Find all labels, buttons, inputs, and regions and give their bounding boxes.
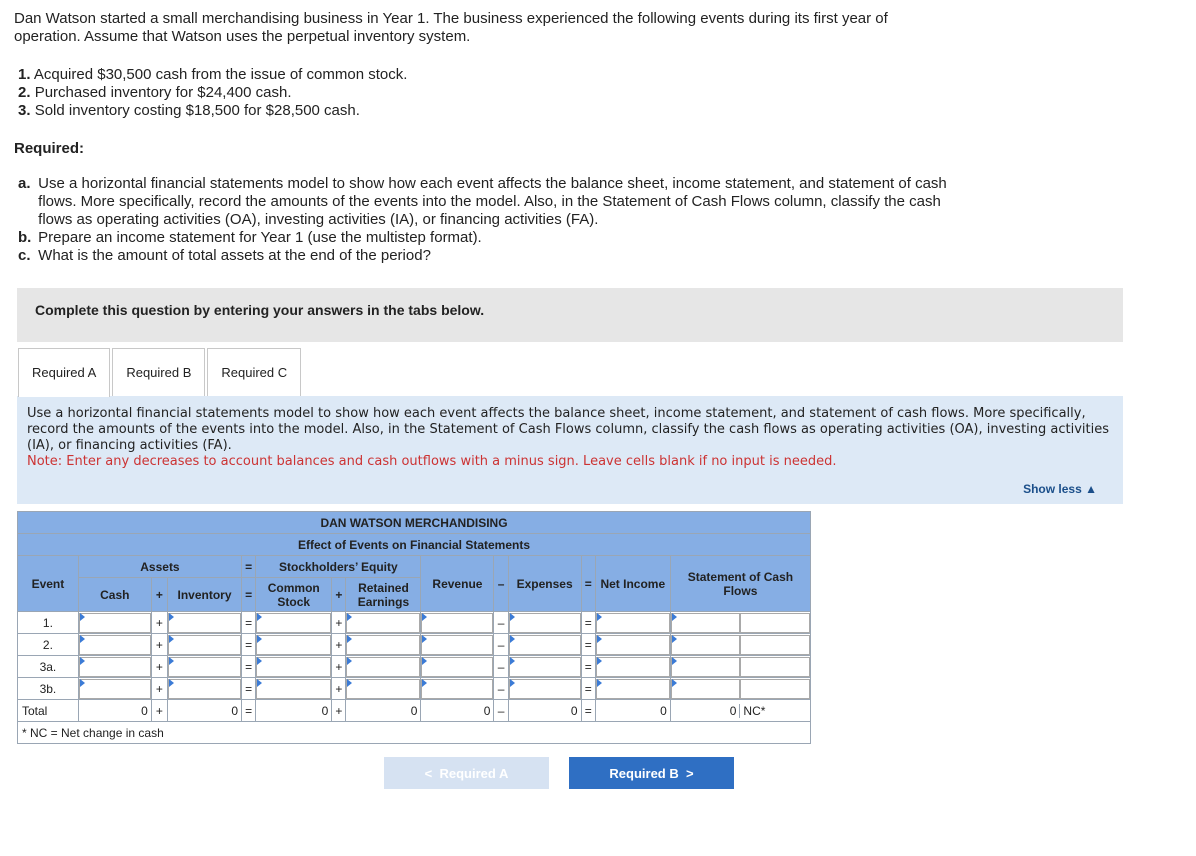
dropdown-flag-icon [672,635,677,643]
plus-sign: + [151,700,167,722]
chevron-right-icon: > [685,766,694,781]
minus-sign: – [494,612,508,634]
dropdown-flag-icon [672,657,677,665]
scf-header: Statement of Cash Flows [670,556,810,612]
equals-sign: = [581,678,595,700]
common-stock-input[interactable] [256,635,331,655]
inventory-header: Inventory [168,578,242,612]
total-scf-suffix: NC* [743,703,766,718]
inventory-input[interactable] [168,679,241,699]
revenue-input[interactable] [421,657,493,677]
assets-header: Assets [78,556,241,578]
financial-statements-model-table [17,511,811,744]
plus-sign: + [151,678,167,700]
dropdown-flag-icon [169,679,174,687]
inventory-input[interactable] [168,613,241,633]
scf-amount-input[interactable] [671,635,741,655]
cash-input[interactable] [79,657,151,677]
dropdown-flag-icon [257,679,262,687]
triangle-up-icon: ▲ [1085,482,1097,496]
requirement-item: b. Prepare an income statement for Year 1 (use the multistep format). [18,229,482,246]
plus-sign: + [332,578,346,612]
show-less-link[interactable]: Show less ▲ [1023,482,1097,496]
total-retained-earnings: 0 [346,700,421,722]
minus-sign: – [494,678,508,700]
dropdown-flag-icon [422,657,427,665]
net-income-header: Net Income [595,556,670,612]
expenses-input[interactable] [509,657,581,677]
dropdown-flag-icon [597,613,602,621]
total-common-stock: 0 [256,700,332,722]
scf-amount-input[interactable] [671,657,741,677]
dropdown-flag-icon [510,613,515,621]
event-label: 1. [18,612,79,634]
equals-sign: = [581,612,595,634]
dropdown-flag-icon [169,613,174,621]
common-stock-input[interactable] [256,657,331,677]
complete-prompt-banner: Complete this question by entering your answers in the tabs below. [17,288,1123,342]
equals-sign: = [242,612,256,634]
event-label: 3b. [18,678,79,700]
dropdown-flag-icon [672,679,677,687]
retained-earnings-input[interactable] [346,679,420,699]
table-row [18,634,811,656]
net-income-input[interactable] [596,635,670,655]
requirement-list [18,175,963,265]
cash-header: Cash [78,578,151,612]
scf-activity-input[interactable] [740,635,810,655]
equals-sign: = [242,578,256,612]
event-item: 3. Sold inventory costing $18,500 for $28,500 cash. [18,102,360,119]
inventory-input[interactable] [168,657,241,677]
equals-sign: = [242,634,256,656]
equals-sign: = [581,656,595,678]
common-stock-input[interactable] [256,613,331,633]
revenue-input[interactable] [421,613,493,633]
common-stock-input[interactable] [256,679,331,699]
revenue-input[interactable] [421,635,493,655]
equity-header: Stockholders’ Equity [256,556,421,578]
total-cash: 0 [78,700,151,722]
tab-required-a[interactable]: Required A [18,348,110,397]
dropdown-flag-icon [510,635,515,643]
dropdown-flag-icon [169,657,174,665]
event-label: 3a. [18,656,79,678]
event-list [18,66,407,120]
equals-sign: = [242,556,256,578]
net-income-input[interactable] [596,613,670,633]
cash-input[interactable] [79,679,151,699]
tab-required-c[interactable]: Required C [207,348,301,396]
table-row [18,678,811,700]
dropdown-flag-icon [422,635,427,643]
dropdown-flag-icon [169,635,174,643]
table-row [18,612,811,634]
equals-sign: = [581,700,595,722]
equals-sign: = [581,634,595,656]
plus-sign: + [332,634,346,656]
retained-earnings-input[interactable] [346,613,420,633]
net-income-input[interactable] [596,679,670,699]
total-expenses: 0 [508,700,581,722]
revenue-header: Revenue [421,556,494,612]
plus-sign: + [151,612,167,634]
common-stock-header: Common Stock [256,578,332,612]
dropdown-flag-icon [257,635,262,643]
plus-sign: + [332,678,346,700]
dropdown-flag-icon [597,679,602,687]
minus-sign: – [494,634,508,656]
total-net-income: 0 [595,700,670,722]
table-footnote: * NC = Net change in cash [18,722,811,744]
inventory-input[interactable] [168,635,241,655]
dropdown-flag-icon [257,657,262,665]
dropdown-flag-icon [80,657,85,665]
equals-sign: = [242,700,256,722]
table-title: DAN WATSON MERCHANDISING [18,512,811,534]
dropdown-flag-icon [422,679,427,687]
dropdown-flag-icon [80,679,85,687]
scf-activity-input[interactable] [740,657,810,677]
tab-bar [18,348,303,397]
event-label: 2. [18,634,79,656]
equals-sign: = [242,678,256,700]
dropdown-flag-icon [422,613,427,621]
plus-sign: + [151,634,167,656]
instruction-text: Use a horizontal financial statements model to show how each event affects the balance sheet, income statement, and statement of cash flows. More specifically, record the amounts of the events into the model. Also, in the Statement of Cash Flows column, classify the cash flows as operating activities (OA), investing activities (IA), or financing activities (FA). [27,406,1110,453]
instruction-note: Note: Enter any decreases to account balances and cash outflows with a minus sign. Leave cells blank if no input is needed. [27,454,837,469]
total-row [18,700,811,722]
chevron-left-icon: < [424,766,433,781]
total-revenue: 0 [421,700,494,722]
dropdown-flag-icon [347,679,352,687]
tab-required-b[interactable]: Required B [112,348,205,396]
scf-activity-input[interactable] [740,679,810,699]
table-row [18,656,811,678]
dropdown-flag-icon [80,613,85,621]
event-item: 2. Purchased inventory for $24,400 cash. [18,84,292,101]
dropdown-flag-icon [80,635,85,643]
event-item: 1. Acquired $30,500 cash from the issue of common stock. [18,66,408,83]
cash-input[interactable] [79,635,151,655]
scf-activity-input[interactable] [740,613,810,633]
expenses-header: Expenses [508,556,581,612]
problem-intro: Dan Watson started a small merchandising business in Year 1. The business experienced the following events during its first year of operation. Assume that Watson uses the perpetual inventory system. [14,10,888,45]
dropdown-flag-icon [597,657,602,665]
dropdown-flag-icon [347,657,352,665]
equals-sign: = [242,656,256,678]
dropdown-flag-icon [257,613,262,621]
dropdown-flag-icon [510,657,515,665]
cash-input[interactable] [79,613,151,633]
retained-earnings-header: Retained Earnings [346,578,421,612]
event-header: Event [18,556,79,612]
equals-sign: = [581,556,595,612]
total-label: Total [18,700,79,722]
dropdown-flag-icon [672,613,677,621]
next-required-b-button[interactable]: Required B > [569,757,734,789]
scf-amount-input[interactable] [671,679,741,699]
expenses-input[interactable] [509,679,581,699]
expenses-input[interactable] [509,635,581,655]
revenue-input[interactable] [421,679,493,699]
retained-earnings-input[interactable] [346,635,420,655]
total-scf: 0 [671,704,741,718]
dropdown-flag-icon [347,635,352,643]
retained-earnings-input[interactable] [346,657,420,677]
plus-sign: + [151,578,167,612]
plus-sign: + [332,700,346,722]
total-inventory: 0 [168,700,242,722]
plus-sign: + [151,656,167,678]
dropdown-flag-icon [347,613,352,621]
required-heading: Required: [14,140,85,157]
minus-sign: – [494,556,508,612]
table-subtitle: Effect of Events on Financial Statements [18,534,811,556]
expenses-input[interactable] [509,613,581,633]
plus-sign: + [332,656,346,678]
instruction-panel [17,396,1123,504]
dropdown-flag-icon [597,635,602,643]
prev-required-a-button[interactable]: < Required A [384,757,549,789]
minus-sign: – [494,656,508,678]
scf-amount-input[interactable] [671,613,741,633]
requirement-item: a. Use a horizontal financial statements model to show how each event affects the balance sheet, income statement, and statement of cash flows. More specifically, record the amounts of the events into the model. Also, in the Statement of Cash Flows column, classify the cash flows as operating activities (OA), investing activities (IA), or financing activities (FA). [18,175,947,228]
minus-sign: – [494,700,508,722]
dropdown-flag-icon [510,679,515,687]
requirement-item: c. What is the amount of total assets at the end of the period? [18,247,431,264]
plus-sign: + [332,612,346,634]
net-income-input[interactable] [596,657,670,677]
